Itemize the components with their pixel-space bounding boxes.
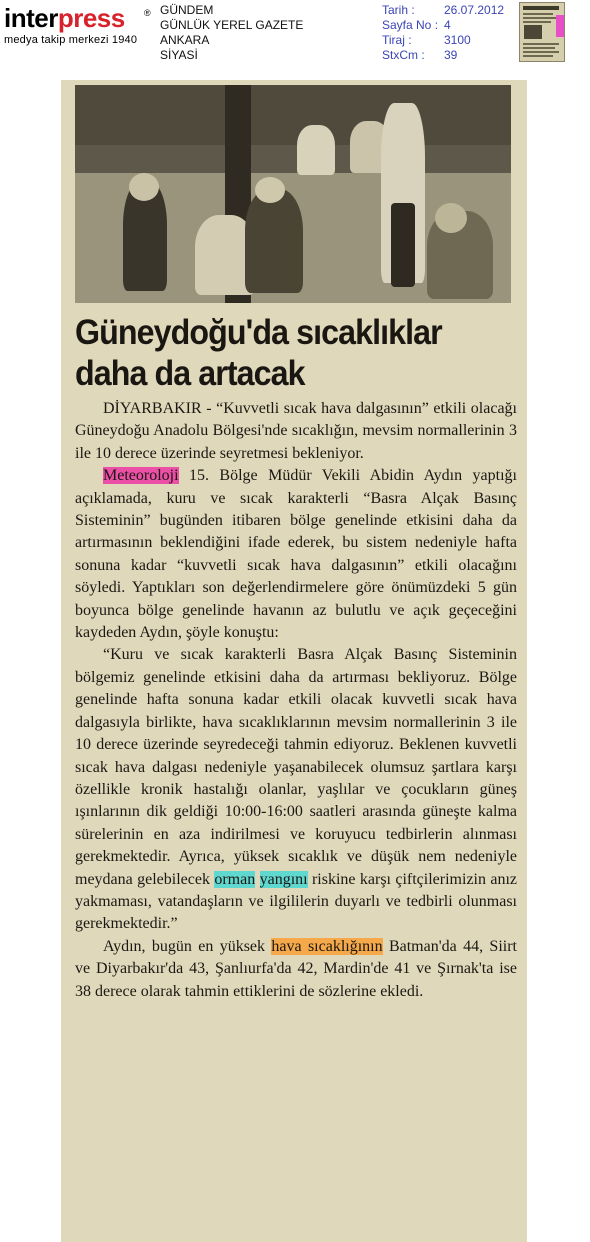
article-photo bbox=[75, 85, 511, 303]
publication-category: GÜNDEM bbox=[160, 3, 214, 17]
publication-section: SİYASİ bbox=[160, 48, 198, 62]
article-paragraph-3 bbox=[75, 644, 517, 935]
stxcm-label: StxCm : bbox=[382, 48, 425, 62]
meta-labels bbox=[382, 3, 438, 63]
paragraph-3-text-before: “Kuru ve sıcak karakterli Basra Alçak Basınç Sisteminin bölgemiz genelinde etkisini daha da artırması bekliyoruz. Bölge genelinde hafta sonuna kadar etkili olacak kuvvetli sıcak hava dalgasıyla birlikte, hava sıcaklıklarının mevsim normallerinin 3 ile 10 derece üzerinde seyredeceği tahmin ediyoruz. Beklenen kuvvetli sıcak hava dalgası nedeniyle yaşanabilecek olumsuz şartlara karşı özellikle kronik hastalığı olanlar, yaşlılar ve çocukların güneş ışınlarının dik geldiği 10:00-16:00 saatleri arasında güneşte kalma sürelerinin en aza indirilmesi ve koruyucu tedbirlerin alınması gerekmektedir. Ayrıca, yüksek sıcaklık ve düşük nem nedeniyle meydana gelebilecek bbox=[75, 646, 517, 888]
clipping-header bbox=[0, 0, 590, 72]
photo-headscarf bbox=[435, 203, 467, 233]
thumbnail-line bbox=[523, 47, 555, 49]
thumbnail-article-marker bbox=[556, 15, 564, 37]
logo-tagline: medya takip merkezi 1940 bbox=[4, 34, 138, 46]
thumbnail-line bbox=[523, 51, 559, 53]
thumbnail-line bbox=[523, 43, 559, 45]
date-value: 26.07.2012 bbox=[444, 3, 505, 17]
paragraph-3-text-after: riskine karşı çiftçilerimizin anız yakmaması, vatandaşların ve ilgililerin duyarlı ve tedbirli olunması gerekmektedir.” bbox=[75, 870, 518, 933]
article-body bbox=[75, 398, 517, 1003]
headline-line-2: daha da artacak bbox=[75, 354, 305, 393]
paragraph-4-text-before: Aydın, bugün en yüksek bbox=[103, 937, 272, 955]
photo-headscarf bbox=[129, 173, 159, 201]
photo-standing-girl-legs bbox=[391, 203, 415, 287]
stxcm-value: 39 bbox=[444, 48, 458, 62]
interpress-logo bbox=[4, 4, 152, 52]
circulation-label: Tiraj : bbox=[382, 33, 412, 47]
registered-mark: ® bbox=[144, 8, 151, 18]
article-paragraph-4 bbox=[75, 936, 517, 1003]
highlight-yangini: yangını bbox=[259, 870, 308, 888]
thumbnail-masthead bbox=[523, 6, 559, 10]
publication-type: GÜNLÜK YEREL GAZETE bbox=[160, 18, 304, 32]
photo-person bbox=[245, 189, 303, 293]
headline-line-1: Güneydoğu'da sıcaklıklar bbox=[75, 313, 442, 352]
article-paragraph-1: DİYARBAKIR - “Kuvvetli sıcak hava dalgasının” etkili olacağı Güneydoğu Anadolu Bölgesi'nde sıcaklığın, mevsim normallerinin 3 ile 10 derece üzerinde seyretmesi bekleniyor. bbox=[75, 400, 517, 462]
circulation-value: 3100 bbox=[444, 33, 471, 47]
page-thumbnail[interactable] bbox=[519, 2, 565, 62]
publication-info bbox=[160, 3, 303, 63]
date-label: Tarih : bbox=[382, 3, 415, 17]
article-headline bbox=[75, 312, 480, 394]
logo-inter: inter bbox=[4, 3, 58, 33]
page-label: Sayfa No : bbox=[382, 18, 439, 32]
thumbnail-line bbox=[523, 55, 553, 57]
page-value: 4 bbox=[444, 18, 451, 32]
logo-press: press bbox=[57, 3, 125, 33]
thumbnail-image bbox=[524, 25, 542, 39]
paragraph-4-text-after: Batman'da 44, Siirt ve Diyarbakır'da 43, Şanlıurfa'da 42, Mardin'de 41 ve Şırnak'ta ise 38 derece olarak tahmin ettiklerini de sözlerine ekledi. bbox=[75, 937, 517, 1000]
thumbnail-line bbox=[523, 17, 557, 19]
photo-person bbox=[297, 125, 335, 175]
highlight-orman: orman bbox=[214, 870, 256, 888]
newspaper-clipping bbox=[61, 80, 527, 1242]
photo-headscarf bbox=[255, 177, 285, 203]
highlight-hava-sicakliginin: hava sıcaklığının bbox=[271, 937, 383, 955]
article-paragraph-2 bbox=[75, 465, 517, 644]
highlight-meteoroloji: Meteoroloji bbox=[103, 467, 179, 485]
thumbnail-line bbox=[523, 21, 551, 23]
publication-city: ANKARA bbox=[160, 33, 210, 47]
thumbnail-line bbox=[523, 13, 553, 15]
meta-values bbox=[444, 3, 504, 63]
paragraph-2-text: 15. Bölge Müdür Vekili Abidin Aydın yaptığı açıklamada, kuru ve sıcak karakterli “Basra Alçak Basınç Sisteminin” bugünden itibaren bölge genelinde etkisini daha da artırmasının beklendiğini ifade ederek, bu sistem nedeniyle hafta sonuna kadar “kuvvetli sıcak hava dalgasının” etkili olacağını söyledi. Yaptıkları son değerlendirmelere göre önümüzdeki 5 gün boyunca bölge genelinde havanın az bulutlu ve açık geçeceğini kaydeden Aydın, şöyle konuştu: bbox=[75, 467, 517, 642]
logo-wordmark bbox=[4, 4, 152, 32]
highlight-gap bbox=[255, 871, 259, 888]
